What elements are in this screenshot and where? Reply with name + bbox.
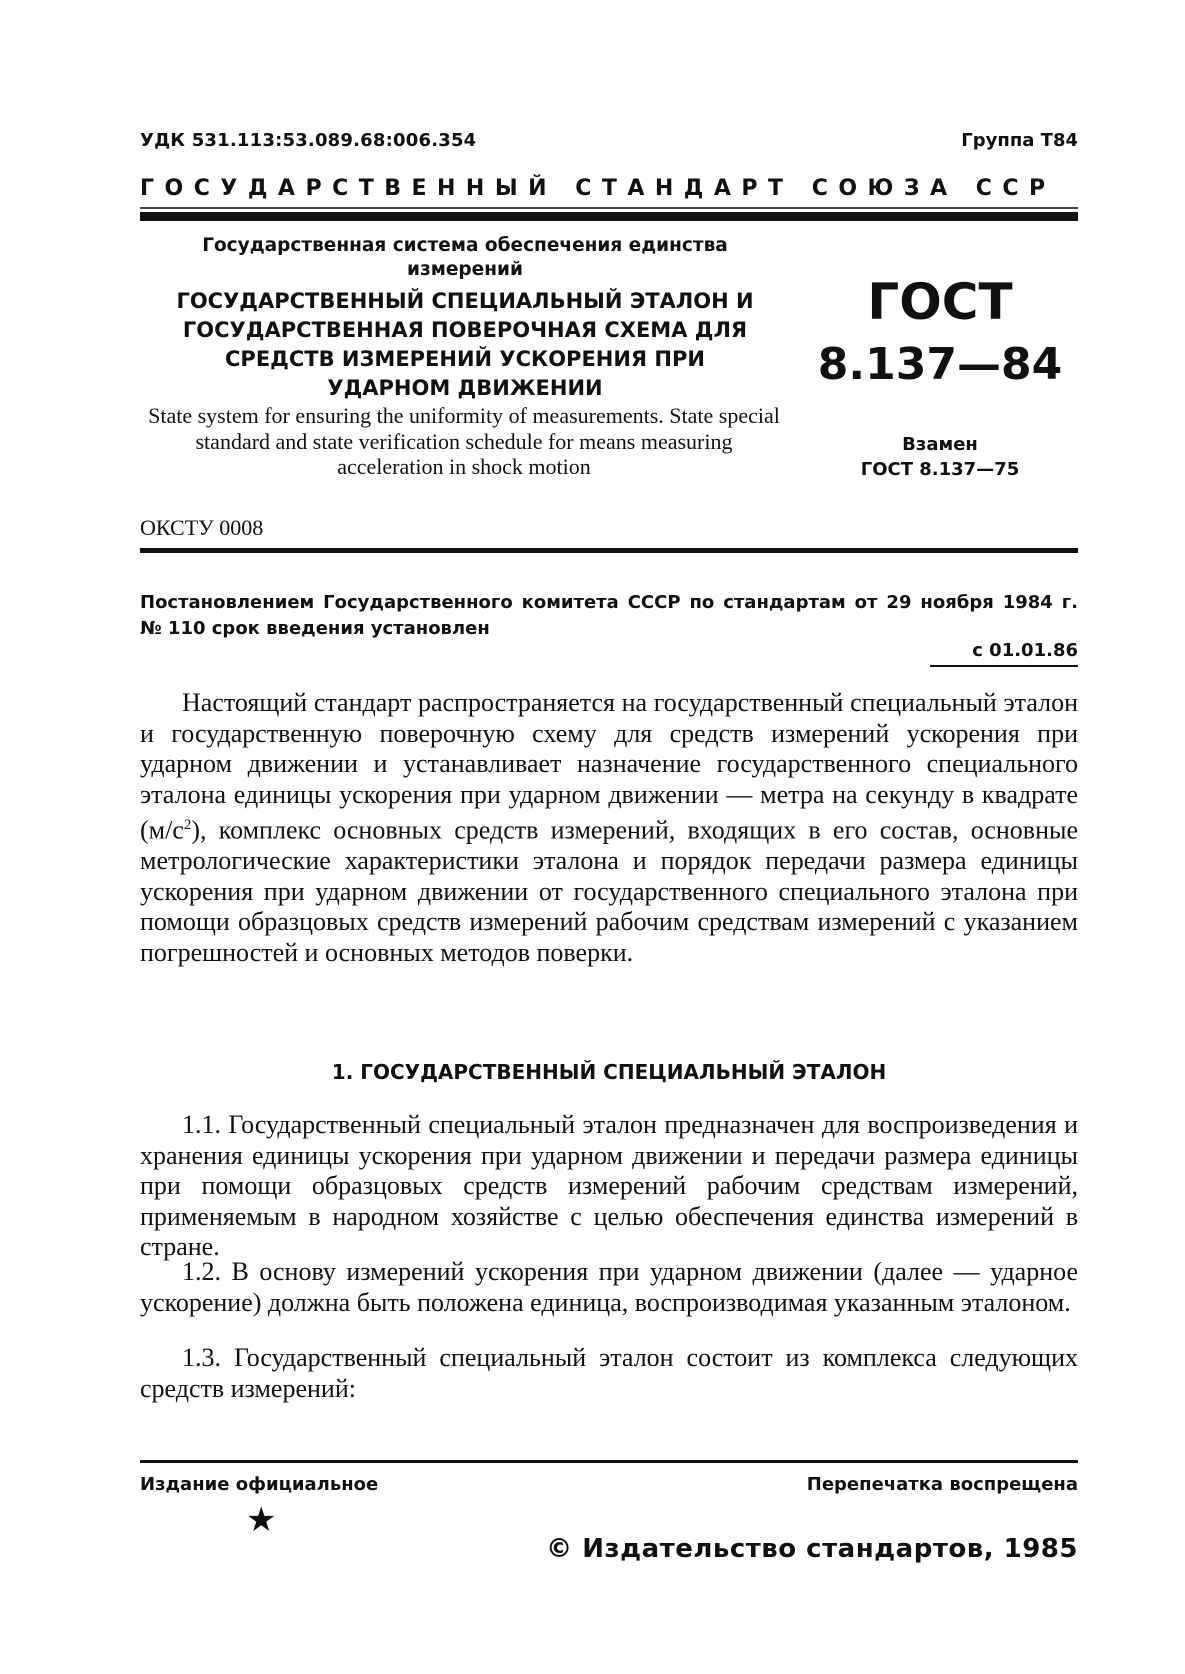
section-heading: 1. ГОСУДАРСТВЕННЫЙ СПЕЦИАЛЬНЫЙ ЭТАЛОН <box>331 1060 887 1084</box>
replaces-label: Взамен <box>902 434 978 455</box>
reprint-notice: Перепечатка воспрещена <box>806 1474 1078 1495</box>
group-code: Группа Т84 <box>961 130 1078 151</box>
clause-1-1: 1.1. Государственный специальный эталон предназначен для воспроизведения и хранения единицы ускорения при ударном движении и передачи размера единицы при помощи образцовых средств измерений рабочим средствам измерений, применяемым в народном хозяйстве с целью обеспечения единства измерений в стране. <box>140 1110 1078 1261</box>
intro-text-part2: ), комплекс основных средств измерений, входящих в его состав, основные метрологические характеристики эталона и порядок передачи размера единицы ускорения при ударном движении от государственного специального эталона при помощи образцовых средств измерений рабочим средствам измерений с указанием погрешностей и основных методов поверки. <box>140 815 1078 967</box>
system-title: Государственная система обеспечения единства измерений <box>202 235 728 280</box>
top-thick-rule <box>140 212 1078 221</box>
star-icon: ★ <box>246 1500 277 1540</box>
udc-code: УДК 531.113:53.089.68:006.354 <box>140 130 477 151</box>
clause-1-3: 1.3. Государственный специальный эталон состоит из комплекса следующих средств измерений: <box>140 1343 1078 1403</box>
copyright-notice: © Издательство стандартов, 1985 <box>546 1534 1078 1564</box>
english-title: State system for ensuring the uniformity of measurements. State special standard and state verification schedule for means measuring acceleration in shock motion <box>148 403 780 479</box>
footer-rule <box>140 1460 1078 1463</box>
clause-1-2: 1.2. В основу измерений ускорения при ударном движении (далее — ударное ускорение) должна быть положена единица, воспроизводимая указанным эталоном. <box>140 1257 1078 1317</box>
effective-date: с 01.01.86 <box>972 640 1078 661</box>
unit-superscript: 2 <box>183 817 192 833</box>
top-thin-rule <box>140 207 1078 209</box>
intro-paragraph <box>140 688 1078 968</box>
replaces-value: ГОСТ 8.137—75 <box>860 459 1020 480</box>
decree-text: Постановлением Государственного комитета СССР по стандартам от 29 ноября 1984 г. № 110 срок введения установлен <box>140 592 1078 639</box>
okstu-code: ОКСТУ 0008 <box>140 515 264 540</box>
official-edition: Издание официальное <box>140 1474 379 1495</box>
header-bottom-rule <box>140 548 1078 553</box>
main-title: ГОСУДАРСТВЕННЫЙ СПЕЦИАЛЬНЫЙ ЭТАЛОН И ГОСУДАРСТВЕННАЯ ПОВЕРОЧНАЯ СХЕМА ДЛЯ СРЕДСТВ ИЗМЕРЕНИЙ УСКОРЕНИЯ ПРИ УДАРНОМ ДВИЖЕНИИ <box>176 289 754 400</box>
intro-text-part1: Настоящий стандарт распространяется на государственный специальный эталон и государственную поверочную схему для средств измерений ускорения при ударном движении и устанавливает назначение государственного специального эталона единицы ускорения при ударном движении — метра на секунду в квадрате (м/с <box>140 688 1078 845</box>
gost-number: 8.137—84 <box>817 339 1063 390</box>
state-standard-banner: ГОСУДАРСТВЕННЫЙ СТАНДАРТ СОЮЗА ССР <box>140 176 1056 201</box>
gost-label: ГОСТ <box>867 273 1013 331</box>
effective-date-underline <box>930 665 1078 667</box>
